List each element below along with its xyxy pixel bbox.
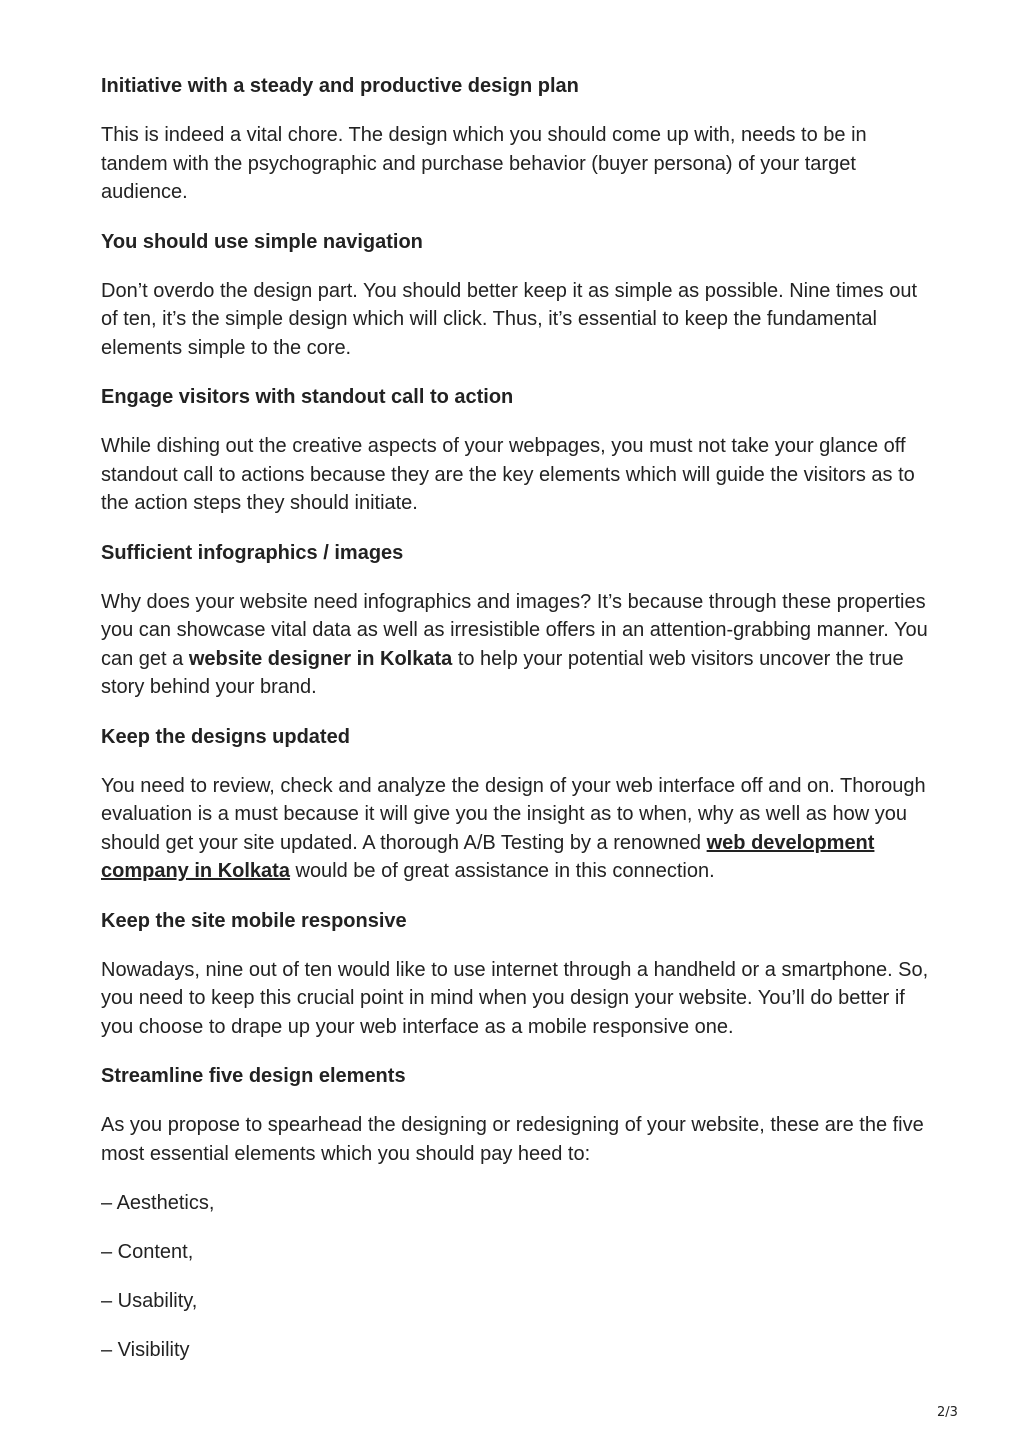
- section-paragraph: Don’t overdo the design part. You should better keep it as simple as possible. Nine times out of ten, it’s the simple design which will click. Thus, it’s essential to keep the fundamental elements simple to the core.: [101, 279, 918, 359]
- section-paragraph: Nowadays, nine out of ten would like to use internet through a handheld or a smartphone. So, you need to keep this crucial point in mind when you design your website. You’ll do better if you choose to drape up your web interface as a mobile responsive one.: [101, 958, 929, 1038]
- section-paragraph: As you propose to spearhead the designing or redesigning of your website, these are the five most essential elements which you should pay heed to:: [101, 1114, 924, 1165]
- paragraph-text: would be of great assistance in this connection.: [289, 860, 715, 882]
- page-number: 2/3: [937, 1405, 958, 1420]
- section-heading: Keep the site mobile responsive: [101, 909, 407, 932]
- section-paragraph: [101, 772, 931, 886]
- paragraph-text: Why does your website need infographics and images? It’s because through these properties you can showcase vital data as well as irresistible offers in an attention-grabbing manner. You can get a: [101, 590, 928, 670]
- section-paragraph: This is indeed a vital chore. The design which you should come up with, needs to be in tandem with the psychographic and purchase behavior (buyer persona) of your target audience.: [101, 124, 867, 203]
- list-item: – Aesthetics,: [101, 1192, 215, 1214]
- web-development-link[interactable]: web development company in Kolkata: [101, 831, 875, 882]
- list-item: – Content,: [101, 1241, 194, 1263]
- section-heading: Sufficient infographics / images: [101, 541, 404, 564]
- section-heading: Streamline five design elements: [101, 1065, 406, 1087]
- list-item: – Visibility: [101, 1339, 190, 1361]
- section-heading: Initiative with a steady and productive design plan: [101, 75, 579, 97]
- section-heading: Keep the designs updated: [101, 725, 350, 748]
- section-paragraph: While dishing out the creative aspects of your webpages, you must not take your glance off standout call to actions because they are the key elements which will guide the visitors as to the action steps they should initiate.: [101, 435, 915, 514]
- paragraph-text: to help your potential web visitors uncover the true story behind your brand.: [101, 647, 904, 698]
- section-paragraph: [101, 588, 931, 702]
- paragraph-text: You need to review, check and analyze the design of your web interface off and on. Thorough evaluation is a must because it will give you the insight as to when, why as well as how you should get your site updated. A thorough A/B Testing by a renowned: [101, 774, 926, 854]
- section-heading: Engage visitors with standout call to action: [101, 386, 514, 408]
- list-item: – Usability,: [101, 1290, 198, 1312]
- section-heading: You should use simple navigation: [101, 230, 423, 253]
- document-page: [101, 72, 931, 1385]
- bold-keyword: website designer in Kolkata: [188, 647, 453, 670]
